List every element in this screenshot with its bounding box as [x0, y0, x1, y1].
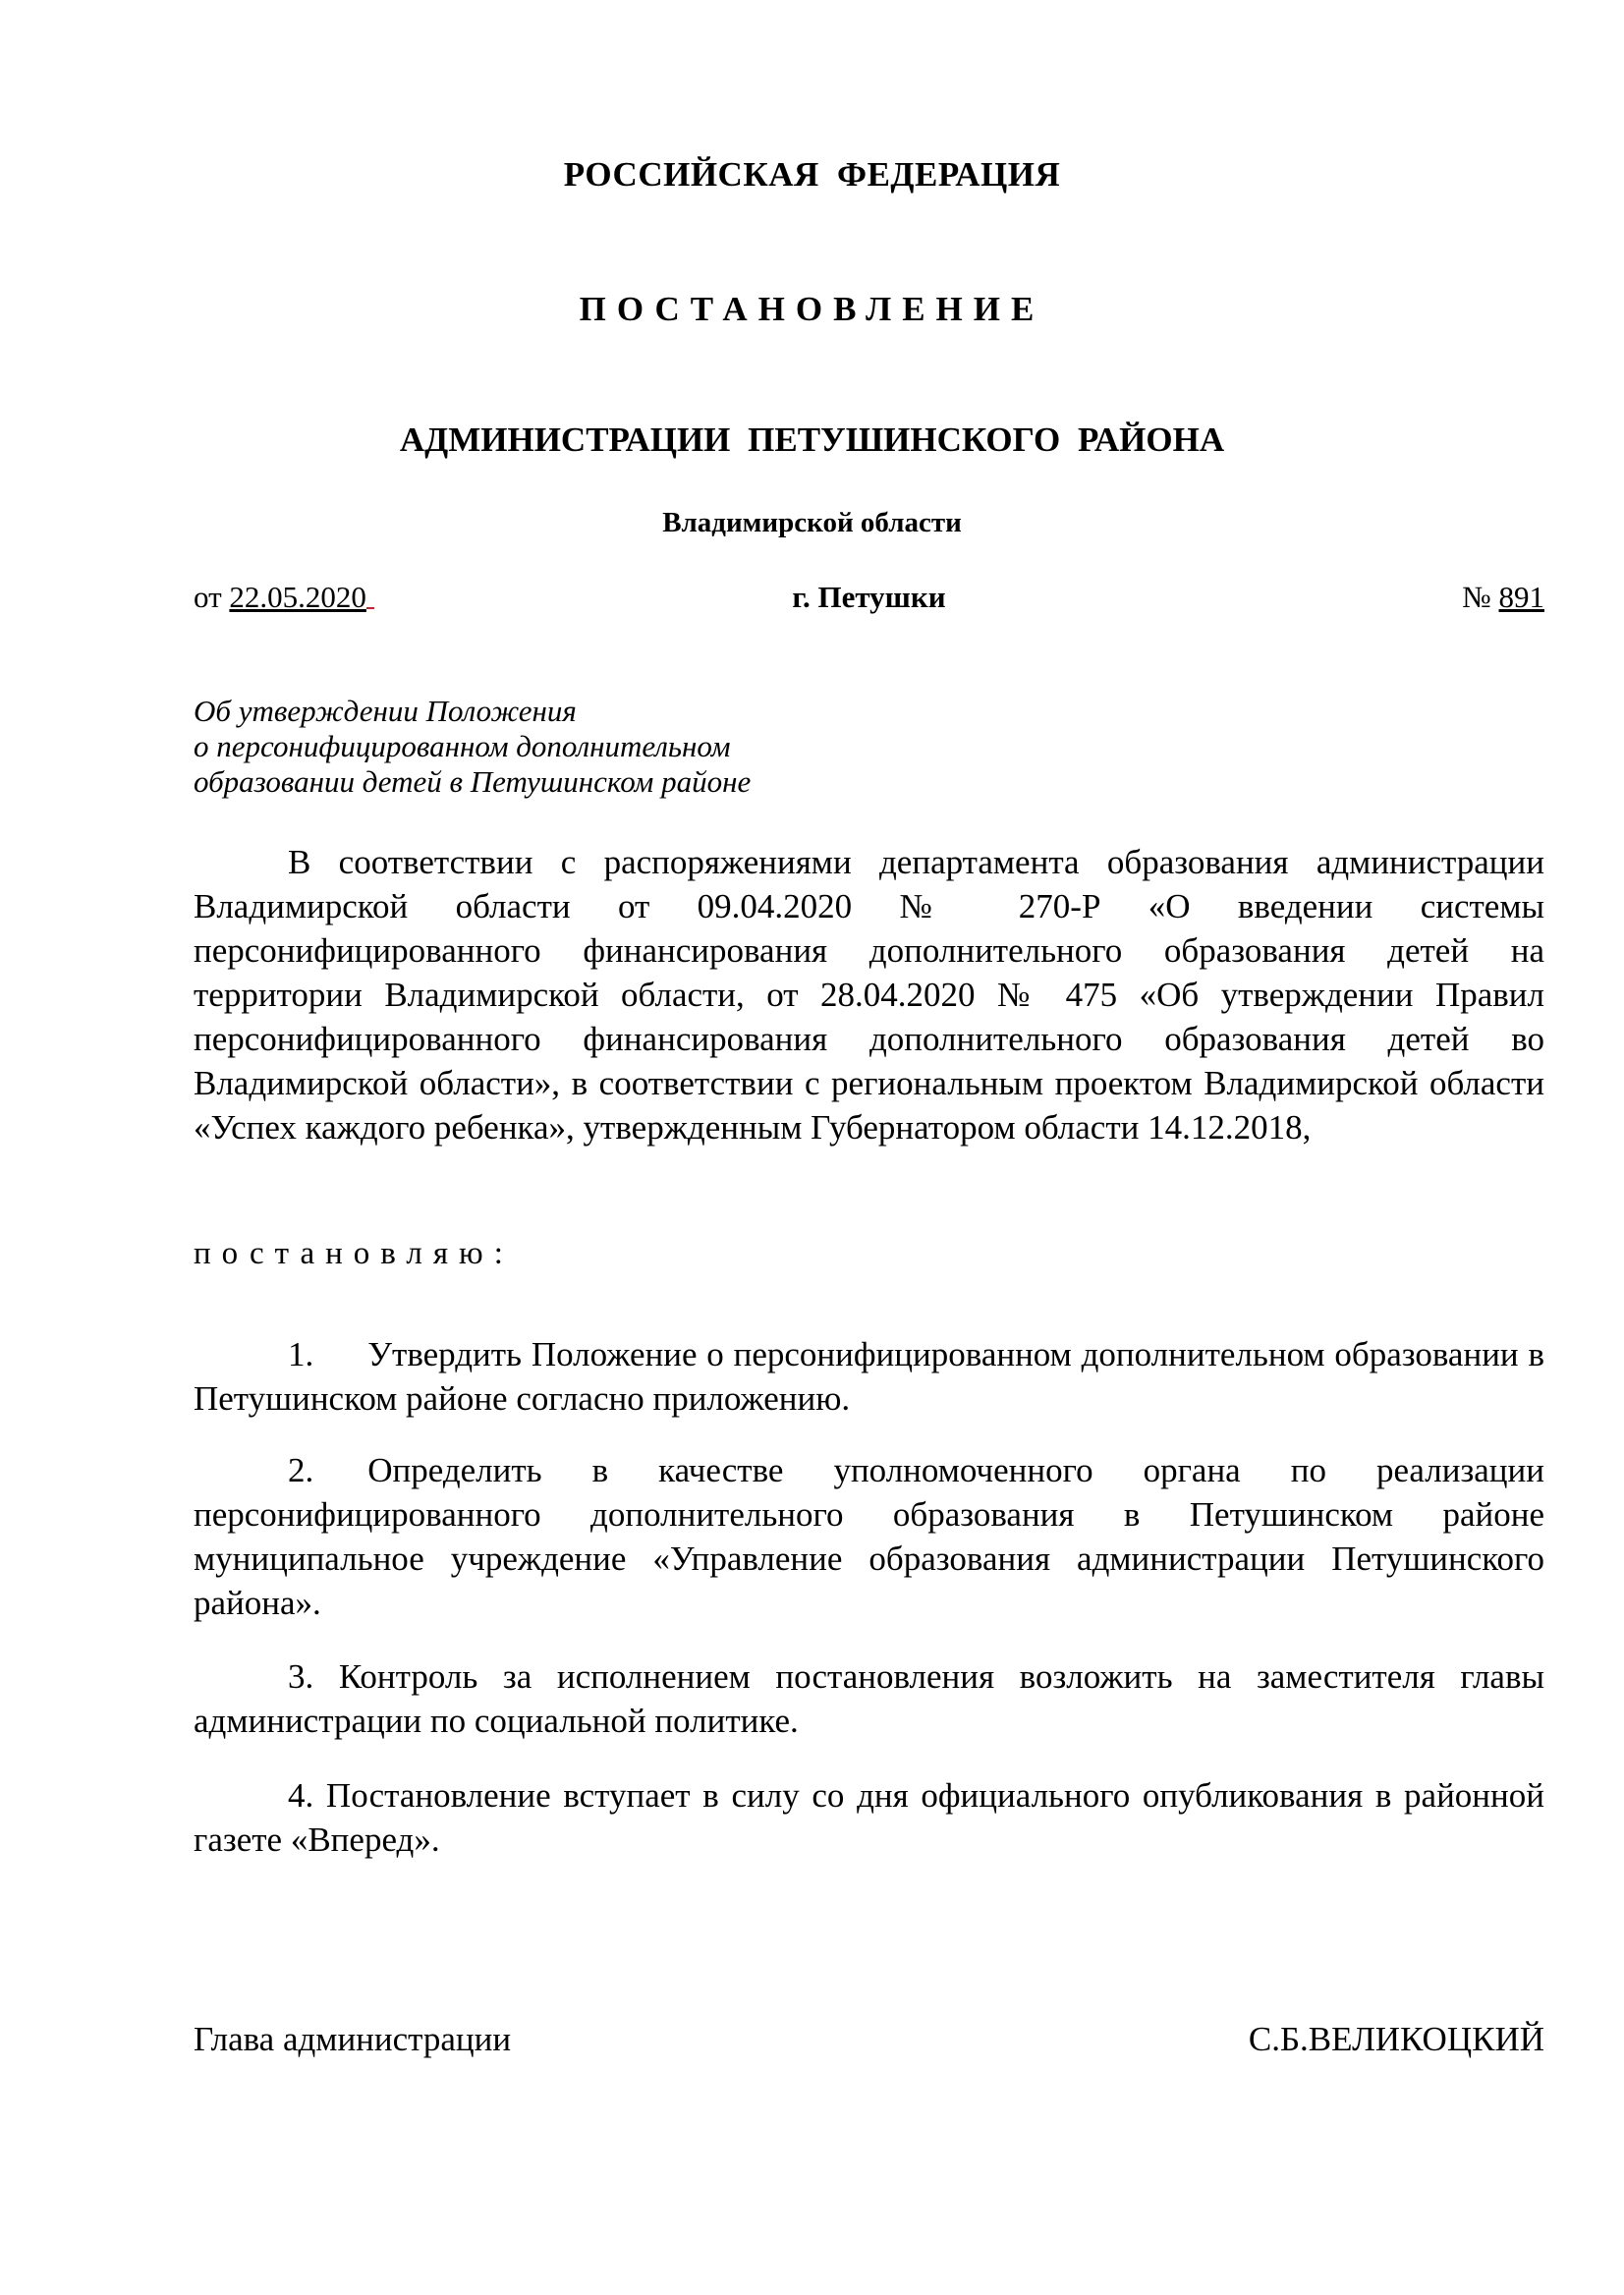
item-number: 4.	[288, 1776, 314, 1815]
item-number: 2.	[288, 1451, 314, 1489]
subject-line: образовании детей в Петушинском районе	[194, 764, 752, 799]
item-4	[194, 1773, 1544, 1862]
document-type-title: ПОСТАНОВЛЕНИЕ	[579, 290, 1045, 328]
item-text: Постановление вступает в силу со дня официального опубликования в районной газете «Вперед».	[194, 1776, 1544, 1859]
number-field	[1462, 580, 1544, 615]
item-2	[194, 1448, 1544, 1625]
item-number: 1.	[288, 1335, 314, 1373]
number-value: 891	[1498, 580, 1544, 614]
country-title: РОССИЙСКАЯ ФЕДЕРАЦИЯ	[563, 155, 1061, 194]
item-number: 3.	[288, 1657, 314, 1696]
signature-row	[194, 2020, 1544, 2069]
item-text: Утвердить Положение о персонифицированном дополнительном образовании в Петушинском районе согласно приложению.	[194, 1335, 1544, 1418]
item-3	[194, 1654, 1544, 1743]
date-value: 22.05.2020	[229, 580, 366, 614]
subject-line: Об утверждении Положения	[194, 694, 577, 728]
issuer-title: АДМИНИСТРАЦИИ ПЕТУШИНСКОГО РАЙОНА	[399, 420, 1225, 459]
region-subtitle: Владимирской области	[662, 507, 962, 538]
signature-position: Глава администрации	[194, 2020, 512, 2058]
number-prefix: №	[1462, 580, 1491, 614]
item-text: Определить в качестве уполномоченного органа по реализации персонифицированного дополнительного образования в Петушинском районе муниципальное учреждение «Управление образования администрации Петушинского района».	[194, 1451, 1544, 1622]
signature-name: С.Б.ВЕЛИКОЦКИЙ	[1248, 2020, 1544, 2058]
date-prefix: от	[194, 580, 222, 614]
subject-line: о персонифицированном дополнительном	[194, 729, 731, 763]
city-label: г. Петушки	[792, 580, 946, 614]
item-text: Контроль за исполнением постановления возложить на заместителя главы администрации по социальной политике.	[194, 1657, 1545, 1740]
subject-block	[194, 694, 980, 800]
item-1	[194, 1332, 1544, 1421]
preamble-paragraph: В соответствии с распоряжениями департамента образования администрации Владимирской области от 09.04.2020 № 270-Р «О введении системы персонифицированного финансирования дополнительного образования детей на территории Владимирской области, от 28.04.2020 № 475 «Об утверждении Правил персонифицированного финансирования дополнительного образования детей во Владимирской области», в соответствии с региональным проектом Владимирской области «Успех каждого ребенка», утвержденным Губернатором области 14.12.2018,	[194, 843, 1544, 1147]
date-number-row	[194, 580, 1544, 621]
resolve-word: постановляю:	[194, 1236, 514, 1271]
